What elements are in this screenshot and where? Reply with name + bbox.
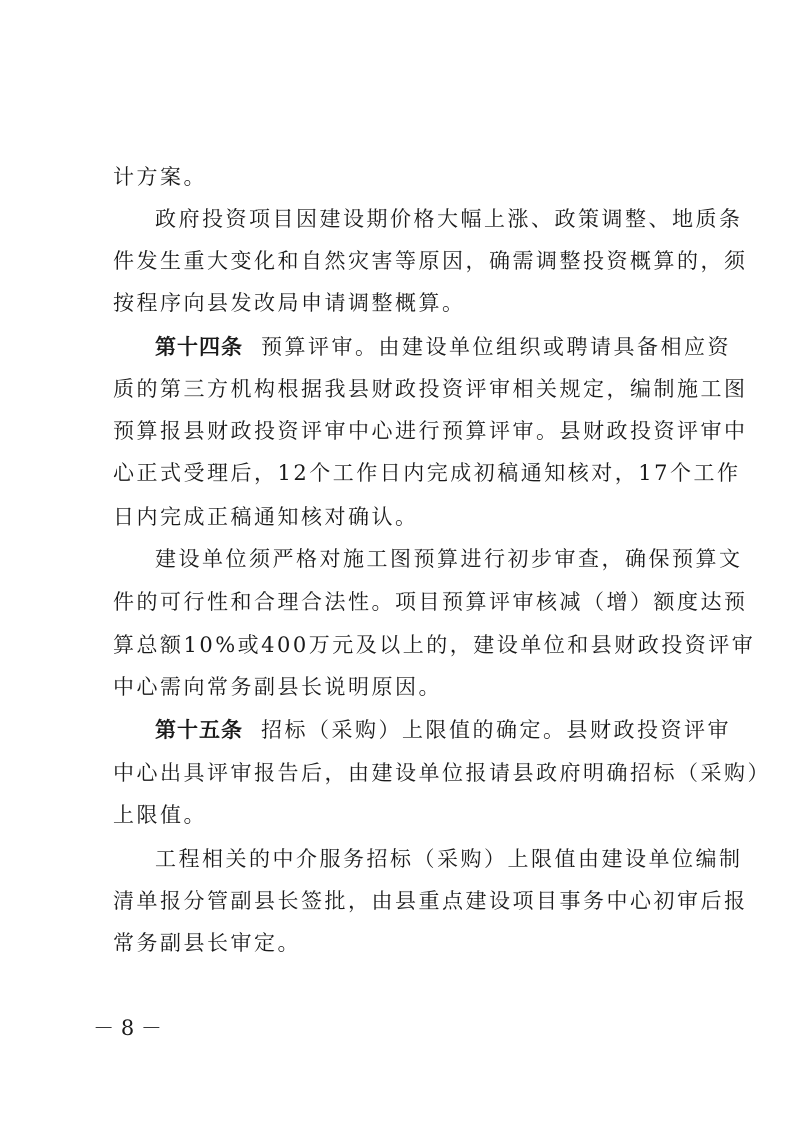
text-line: 建设单位须严格对施工图预算进行初步审查，确保预算文 [155, 547, 743, 571]
article-15-first-line [155, 718, 731, 742]
text-line: 工程相关的中介服务招标（采购）上限值由建设单位编制 [155, 847, 743, 871]
text-line: 常务副县长审定。 [113, 931, 301, 955]
text-line: 上限值。 [113, 803, 207, 827]
text-line: 中心需向常务副县长说明原因。 [113, 675, 442, 699]
text-line: 清单报分管副县长签批，由县重点建设项目事务中心初审后报 [113, 889, 748, 913]
article-number: 第十五条 [155, 718, 243, 742]
article-14-first-line [155, 335, 731, 359]
article-number: 第十四条 [155, 335, 243, 359]
text-line: 算总额10%或400万元及以上的，建设单位和县财政投资评审 [113, 633, 756, 657]
text-line: 按程序向县发改局申请调整概算。 [113, 291, 466, 315]
text-line: 质的第三方机构根据我县财政投资评审相关规定，编制施工图 [113, 377, 748, 401]
text-line: 招标（采购）上限值的确定。县财政投资评审 [261, 718, 731, 742]
text-line: 政府投资项目因建设期价格大幅上涨、政策调整、地质条 [155, 207, 743, 231]
text-line: 中心出具评审报告后，由建设单位报请县政府明确招标（采购） [113, 761, 771, 785]
text-line: 心正式受理后，12个工作日内完成初稿通知核对，17个工作 [113, 461, 741, 485]
text-line: 件的可行性和合理合法性。项目预算评审核减（增）额度达预 [113, 590, 748, 614]
text-line: 计方案。 [113, 165, 207, 189]
text-line: 预算评审。由建设单位组织或聘请具备相应资 [261, 335, 731, 359]
text-line: 预算报县财政投资评审中心进行预算评审。县财政投资评审中 [113, 419, 748, 443]
text-line: 日内完成正稿通知核对确认。 [113, 505, 419, 529]
page-number: － 8 － [93, 1016, 162, 1040]
text-line: 件发生重大变化和自然灾害等原因，确需调整投资概算的，须 [113, 249, 748, 273]
